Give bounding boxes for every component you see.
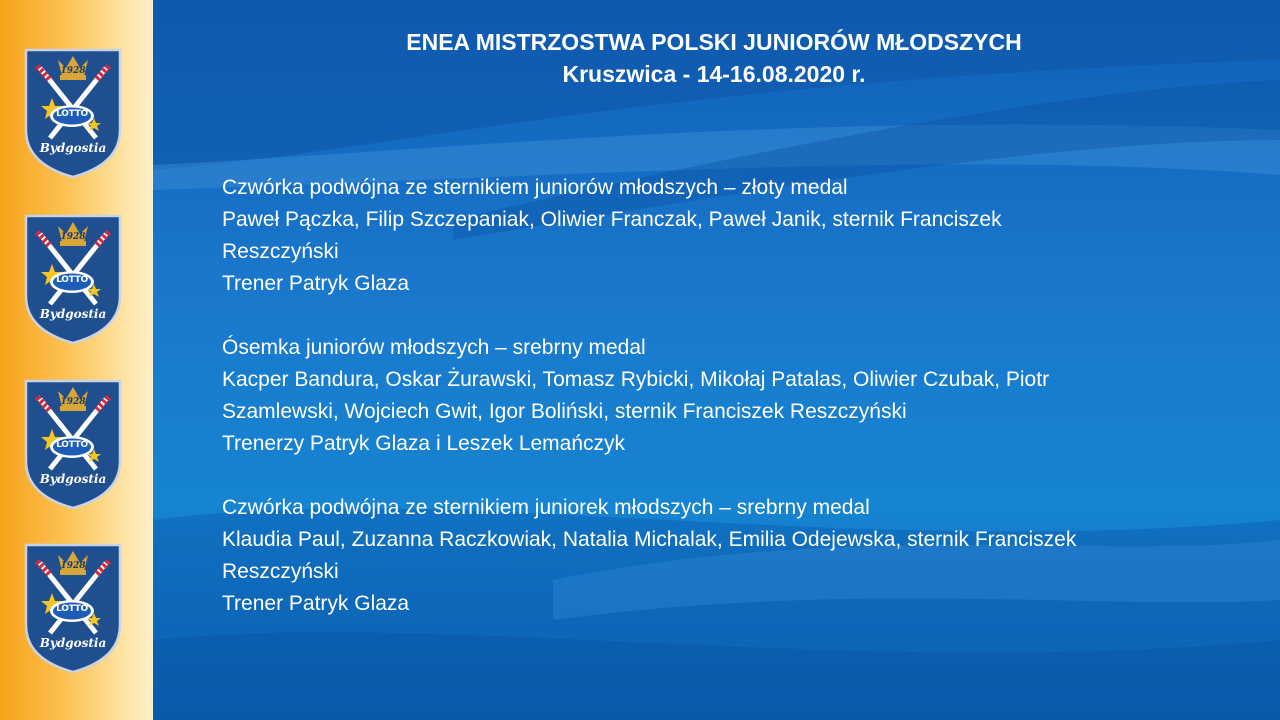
sidebar <box>0 0 153 720</box>
result-section <box>222 172 1222 300</box>
result-section <box>222 332 1222 460</box>
result-section <box>222 492 1222 620</box>
page-subtitle: Kruszwica - 14-16.08.2020 r. <box>562 61 866 87</box>
coach-line: Trener Patryk Glaza <box>222 592 410 615</box>
crew-line: Paweł Pączka, Filip Szczepaniak, Oliwier Franczak, Paweł Janik, sternik Franciszek <box>222 208 1002 231</box>
logo-name: Bydgostia <box>39 141 107 155</box>
event-heading: Czwórka podwójna ze sternikiem juniorek młodszych – srebrny medal <box>222 496 870 519</box>
header <box>153 26 1280 90</box>
logo-year: 1928 <box>60 66 86 76</box>
event-heading: Ósemka juniorów młodszych – srebrny medal <box>222 336 646 359</box>
crew-line: Reszczyński <box>222 240 339 263</box>
logo-lotto: LOTTO <box>56 604 88 614</box>
event-heading: Czwórka podwójna ze sternikiem juniorów młodszych – złoty medal <box>222 176 848 199</box>
coach-line: Trener Patryk Glaza <box>222 272 410 295</box>
logo-lotto: LOTTO <box>56 275 88 285</box>
coach-line: Trenerzy Patryk Glaza i Leszek Lemańczyk <box>222 432 626 455</box>
crew-line: Reszczyński <box>222 560 339 583</box>
page-title: ENEA MISTRZOSTWA POLSKI JUNIORÓW MŁODSZYCH <box>406 29 1022 55</box>
crew-line: Klaudia Paul, Zuzanna Raczkowiak, Natalia Michalak, Emilia Odejewska, sternik Franciszek <box>222 528 1077 551</box>
bydgostia-logo <box>22 377 124 511</box>
results-list <box>222 172 1222 652</box>
logo-name: Bydgostia <box>39 636 107 650</box>
bydgostia-logo <box>22 46 124 180</box>
bydgostia-logo <box>22 212 124 346</box>
logo-name: Bydgostia <box>39 472 107 486</box>
logo-lotto: LOTTO <box>56 440 88 450</box>
logo-year: 1928 <box>60 232 86 242</box>
crew-line: Kacper Bandura, Oskar Żurawski, Tomasz Rybicki, Mikołaj Patalas, Oliwier Czubak, Piotr <box>222 368 1050 391</box>
logo-year: 1928 <box>60 397 86 407</box>
logo-year: 1928 <box>60 561 86 571</box>
bydgostia-logo <box>22 541 124 675</box>
logo-lotto: LOTTO <box>56 109 88 119</box>
crew-line: Szamlewski, Wojciech Gwit, Igor Boliński, sternik Franciszek Reszczyński <box>222 400 907 423</box>
logo-name: Bydgostia <box>39 307 107 321</box>
